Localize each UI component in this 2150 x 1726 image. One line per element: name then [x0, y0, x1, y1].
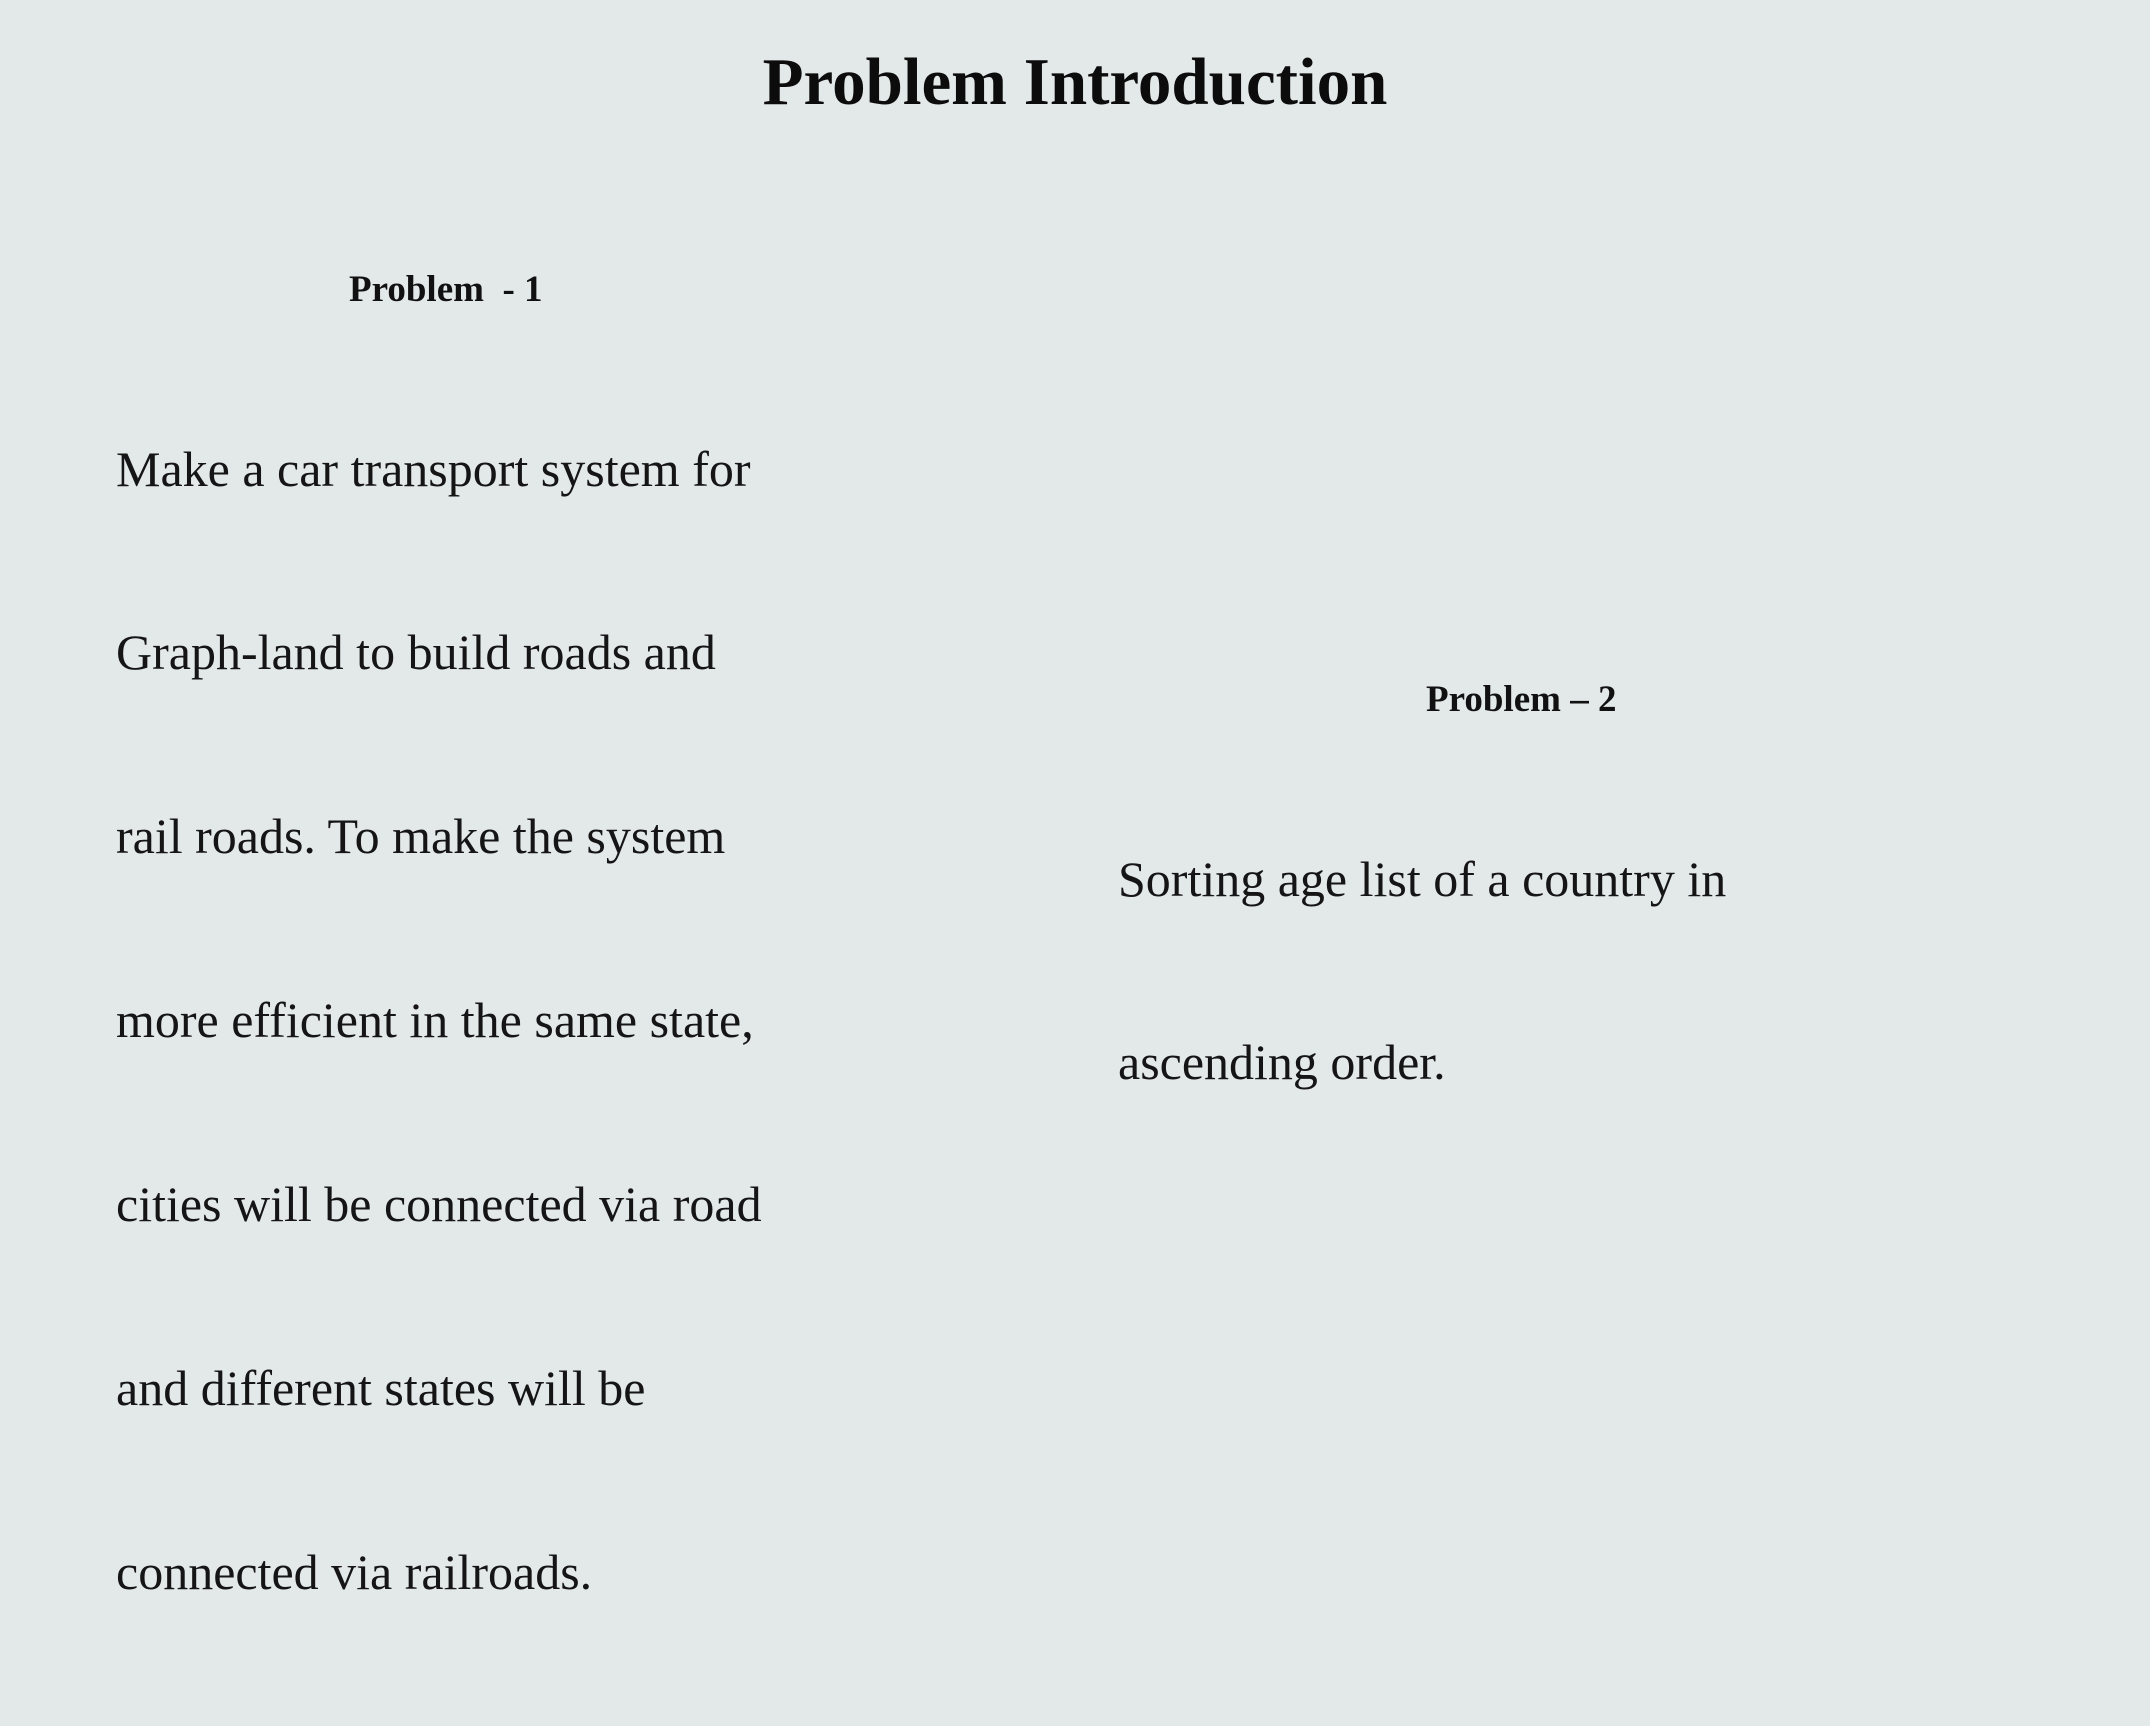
problem-2-description — [1118, 726, 1838, 1216]
problem-2-line: Sorting age list of a country in — [1118, 850, 1727, 907]
problem-1-heading: Problem - 1 — [349, 269, 543, 310]
problem-2-heading: Problem – 2 — [1426, 679, 1617, 720]
problem-1-line: Graph-land to build roads and — [116, 624, 716, 681]
slide-title: Problem Introduction — [762, 45, 1388, 119]
problem-1-line: cities will be connected via road — [116, 1176, 762, 1233]
problem-1-line: more efficient in the same state, — [116, 992, 754, 1049]
problem-1-line: Make a car transport system for — [116, 440, 751, 497]
problem-1-line: and different states will be — [116, 1360, 646, 1417]
problem-1-line: rail roads. To make the system — [116, 808, 726, 865]
problem-1-line: connected via railroads. — [116, 1543, 593, 1600]
problem-2-line: ascending order. — [1118, 1034, 1446, 1091]
problem-1-description — [116, 316, 836, 1726]
